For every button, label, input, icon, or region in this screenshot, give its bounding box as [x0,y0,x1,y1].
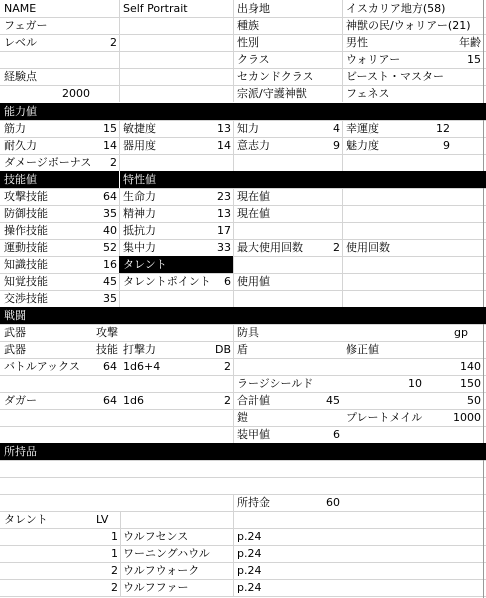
faith-label: 宗派/守護神獣 [237,87,307,100]
skill-value: 40 [103,224,117,237]
weapon-skill: 64 [103,394,117,407]
class-label: クラス [237,53,270,66]
skill-label: 攻撃技能 [4,190,48,203]
col-modifier: 修正値 [346,343,379,356]
ability-value: 14 [103,139,117,152]
skill-label: 知識技能 [4,258,48,271]
skill-value: 35 [103,207,117,220]
ability-value: 12 [436,122,450,135]
talent-lv: 1 [111,547,118,560]
ability-value: 9 [443,139,450,152]
weapon-damage: 1d6+4 [123,360,161,373]
talent-page: p.24 [237,581,262,594]
trait-value: 33 [217,241,231,254]
ability-value: 9 [333,139,340,152]
origin-label: 出身地 [237,2,270,15]
ability-label: 意志力 [237,139,270,152]
ability-value: 14 [217,139,231,152]
talent-name: ウルフセンス [123,530,189,543]
talent-name: ウルフウォーク [123,564,200,577]
weapon-name: バトルアックス [4,360,80,373]
talent-point-label: タレントポイント [123,275,211,288]
trait-value: 13 [217,207,231,220]
skill-label: 防御技能 [4,207,48,220]
talent-name: ウルフファー [123,581,189,594]
ability-value: 13 [217,122,231,135]
ability-label: 知力 [237,122,259,135]
armor-section-label: 防具 [237,326,259,339]
combat-header: 戦闘 [0,307,486,324]
skill-label: 操作技能 [4,224,48,237]
armor-value: 6 [333,428,340,441]
trait-value: 17 [217,224,231,237]
weapon-db: 2 [224,394,231,407]
trait-label: 集中力 [123,241,156,254]
armor-slot-label: 鎧 [237,411,248,424]
origin-value: イスカリア地方(58) [346,2,446,15]
abilities-header: 能力値 [0,103,486,120]
weapon-name: ダガー [4,394,37,407]
ability-label: 筋力 [4,122,26,135]
max-uses-value: 2 [333,241,340,254]
skills-traits-header [0,171,486,188]
name-value: フェガー [4,19,48,32]
talent-page: p.24 [237,530,262,543]
col-db: DB [214,343,231,356]
talent-lv: 2 [111,581,118,594]
weapon-skill: 64 [103,360,117,373]
col-damage: 打撃力 [123,343,156,356]
exp-value: 2000 [62,87,90,100]
trait-label: 精神力 [123,207,156,220]
weapon-section-label: 武器 [4,326,26,339]
total-gp: 50 [467,394,481,407]
trait-current-label: 現在値 [237,190,270,203]
armor-gp: 1000 [453,411,481,424]
talent-lv: 2 [111,564,118,577]
ability-label: 耐久力 [4,139,37,152]
skills-header: 技能値 [4,173,37,186]
damage-bonus-label: ダメージボーナス [4,156,92,169]
money-value: 60 [326,496,340,509]
talent-box-header: タレント [119,256,233,273]
max-uses-label: 最大使用回数 [237,241,303,254]
armor-value-label: 装甲値 [237,428,270,441]
weapon-damage: 1d6 [123,394,144,407]
faith-value: フェネス [346,87,390,100]
gender-value: 男性 [346,36,368,49]
talent-page: p.24 [237,564,262,577]
money-label: 所持金 [237,496,270,509]
portrait-label: Self Portrait [123,2,188,15]
second-class-label: セカンドクラス [237,70,314,83]
level-value: 2 [110,36,117,49]
weapon-db: 2 [224,360,231,373]
skill-value: 64 [103,190,117,203]
skill-value: 52 [103,241,117,254]
shield-gp-total: 150 [460,377,481,390]
age-label: 年齢 [459,36,481,49]
skill-label: 交渉技能 [4,292,48,305]
col-shield: 盾 [237,343,248,356]
name-label: NAME [4,2,37,15]
trait-value: 23 [217,190,231,203]
second-class-value: ビースト・マスター [346,70,445,83]
talent-name: ワーニングハウル [123,547,210,560]
skill-value: 16 [103,258,117,271]
ability-label: 敏捷度 [123,122,156,135]
level-label: レベル [4,36,37,49]
trait-label: 抵抗力 [123,224,156,237]
ability-label: 器用度 [123,139,156,152]
race-label: 種族 [237,19,259,32]
col-weapon: 武器 [4,343,26,356]
skill-value: 45 [103,275,117,288]
talent-col-lv: LV [96,513,109,526]
attack-section-label: 攻撃 [96,326,118,339]
gender-label: 性別 [237,36,259,49]
gp-label: gp [454,326,468,339]
ability-label: 魅力度 [346,139,379,152]
race-value: 神獣の民/ウォリアー(21) [346,19,471,32]
uses-label: 使用回数 [346,241,390,254]
col-skill: 技能 [96,343,118,356]
inventory-header: 所持品 [0,443,486,460]
talent-page: p.24 [237,547,262,560]
damage-bonus-value: 2 [110,156,117,169]
total-value: 45 [326,394,340,407]
exp-label: 経験点 [4,70,37,83]
armor-name: プレートメイル [346,411,423,424]
ability-value: 4 [333,122,340,135]
class-number: 15 [467,53,481,66]
talent-lv: 1 [111,530,118,543]
shield-name: ラージシールド [237,377,314,390]
talent-col-label: タレント [4,513,48,526]
ability-label: 幸運度 [346,122,379,135]
talent-use-label: 使用値 [237,275,270,288]
skill-value: 35 [103,292,117,305]
shield-gp: 140 [460,360,481,373]
skill-label: 知覚技能 [4,275,48,288]
class-value: ウォリアー [346,53,401,66]
traits-header: 特性値 [123,173,156,186]
ability-value: 15 [103,122,117,135]
talent-point-value: 6 [224,275,231,288]
total-label: 合計値 [237,394,270,407]
skill-label: 運動技能 [4,241,48,254]
shield-modifier: 10 [408,377,422,390]
trait-current-label: 現在値 [237,207,270,220]
trait-label: 生命力 [123,190,156,203]
